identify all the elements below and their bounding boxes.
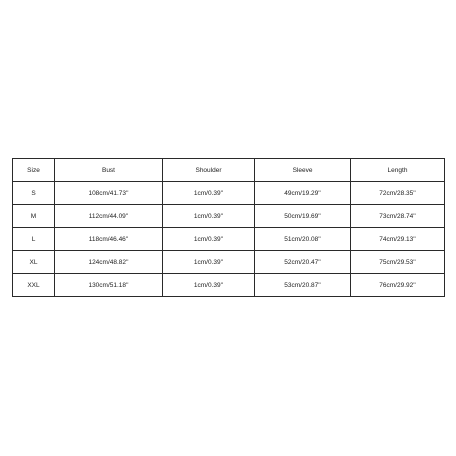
cell-bust: 108cm/41.73'' bbox=[55, 182, 163, 205]
table-row bbox=[13, 205, 445, 228]
cell-sleeve: 53cm/20.87'' bbox=[255, 274, 351, 297]
cell-shoulder: 1cm/0.39'' bbox=[163, 274, 255, 297]
table-row bbox=[13, 182, 445, 205]
cell-sleeve: 51cm/20.08'' bbox=[255, 228, 351, 251]
header-bust: Bust bbox=[55, 159, 163, 182]
cell-bust: 112cm/44.09'' bbox=[55, 205, 163, 228]
cell-shoulder: 1cm/0.39'' bbox=[163, 182, 255, 205]
cell-length: 75cm/29.53'' bbox=[351, 251, 445, 274]
table-row bbox=[13, 228, 445, 251]
table-header-row bbox=[13, 159, 445, 182]
cell-bust: 118cm/46.46'' bbox=[55, 228, 163, 251]
cell-sleeve: 49cm/19.29'' bbox=[255, 182, 351, 205]
header-sleeve: Sleeve bbox=[255, 159, 351, 182]
cell-shoulder: 1cm/0.39'' bbox=[163, 205, 255, 228]
cell-shoulder: 1cm/0.39'' bbox=[163, 251, 255, 274]
table-row bbox=[13, 251, 445, 274]
cell-size: XXL bbox=[13, 274, 55, 297]
cell-bust: 124cm/48.82'' bbox=[55, 251, 163, 274]
cell-sleeve: 50cm/19.69'' bbox=[255, 205, 351, 228]
cell-size: XL bbox=[13, 251, 55, 274]
size-chart-table bbox=[12, 158, 445, 297]
cell-shoulder: 1cm/0.39'' bbox=[163, 228, 255, 251]
header-length: Length bbox=[351, 159, 445, 182]
cell-size: M bbox=[13, 205, 55, 228]
cell-size: S bbox=[13, 182, 55, 205]
cell-sleeve: 52cm/20.47'' bbox=[255, 251, 351, 274]
cell-size: L bbox=[13, 228, 55, 251]
cell-length: 76cm/29.92'' bbox=[351, 274, 445, 297]
table-row bbox=[13, 274, 445, 297]
cell-bust: 130cm/51.18'' bbox=[55, 274, 163, 297]
header-size: Size bbox=[13, 159, 55, 182]
cell-length: 72cm/28.35'' bbox=[351, 182, 445, 205]
cell-length: 73cm/28.74'' bbox=[351, 205, 445, 228]
cell-length: 74cm/29.13'' bbox=[351, 228, 445, 251]
header-shoulder: Shoulder bbox=[163, 159, 255, 182]
